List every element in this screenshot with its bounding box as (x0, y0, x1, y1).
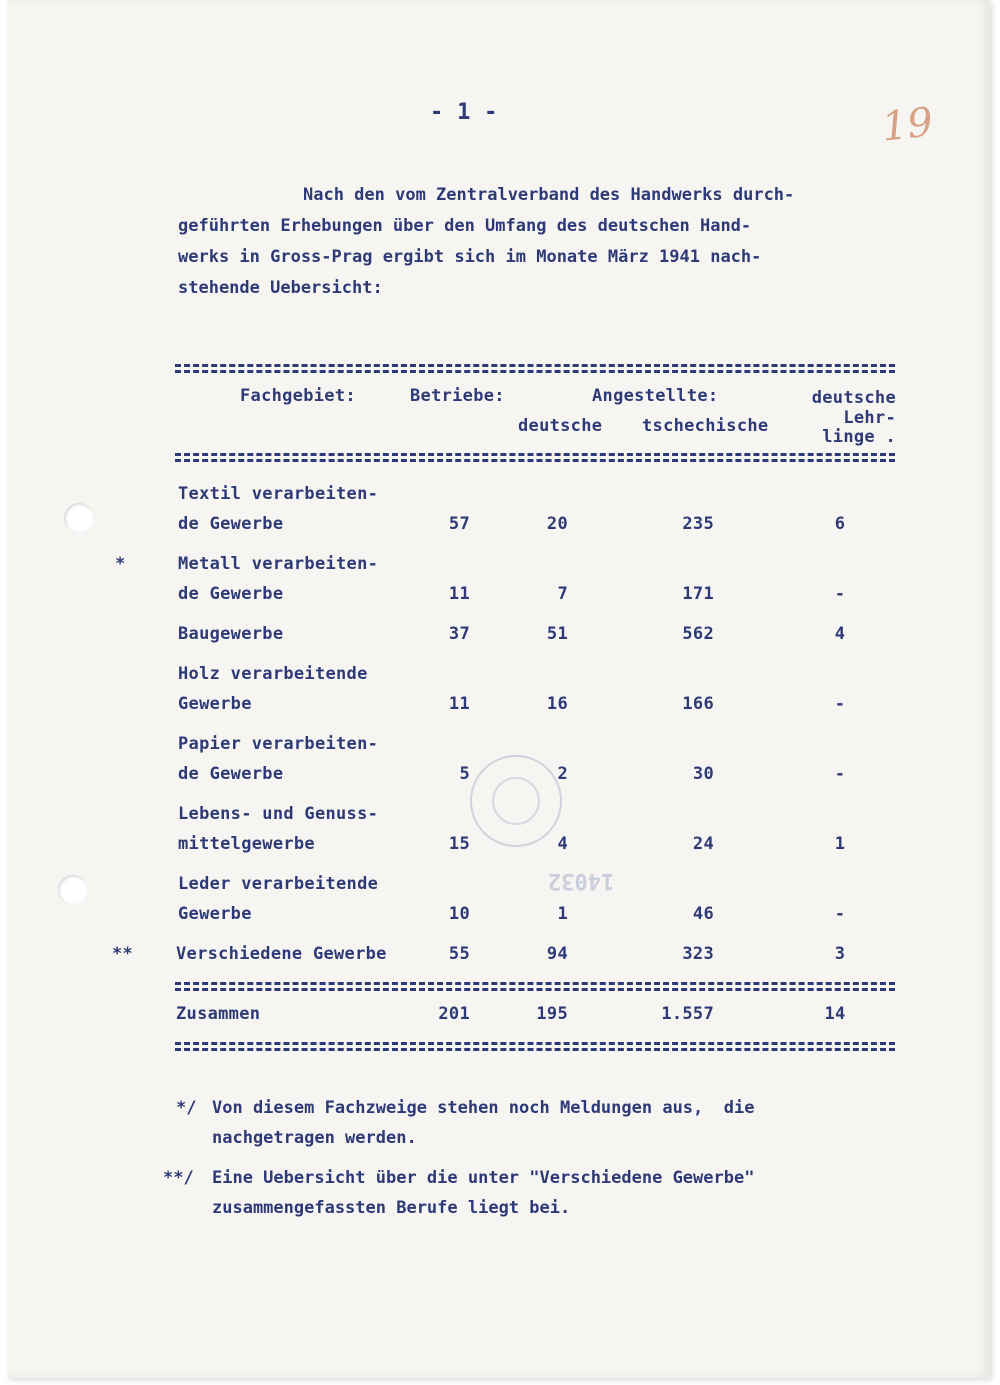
cell-lehrlinge: - (834, 584, 846, 604)
table-bottom-rule (175, 1042, 895, 1051)
cell-lehrlinge: - (834, 904, 846, 924)
cell-deutsche: 7 (557, 584, 568, 604)
footnote-mark: */ (176, 1098, 197, 1118)
intro-line: geführten Erhebungen über den Umfang des deutschen Hand- (178, 216, 752, 236)
total-top-rule (175, 982, 895, 991)
punch-hole (64, 503, 94, 533)
row-label-line2: Gewerbe (178, 904, 252, 924)
row-label-line2: de Gewerbe (178, 514, 284, 534)
header-betriebe: Betriebe: (410, 386, 505, 406)
footnote-line: nachgetragen werden. (212, 1128, 417, 1148)
intro-paragraph (178, 180, 898, 304)
folio-number: 19 (879, 99, 936, 151)
footnote-line: Eine Uebersicht über die unter "Verschiedene Gewerbe" (212, 1168, 755, 1188)
header-deutsche: deutsche (518, 416, 603, 436)
row-label-line1: Metall verarbeiten- (178, 554, 379, 574)
intro-line: stehende Uebersicht: (178, 278, 383, 298)
header-lehrlinge-1: deutsche (811, 388, 896, 408)
cell-tschechische: 323 (682, 944, 714, 964)
row-label-line2: Gewerbe (178, 694, 252, 714)
header-lehrlinge-2: Lehr- (843, 408, 896, 428)
row-label-line2: Verschiedene Gewerbe (176, 944, 387, 964)
cell-tschechische: 24 (692, 834, 714, 854)
row-label-line1: Holz verarbeitende (178, 664, 368, 684)
header-angestellte: Angestellte: (592, 386, 719, 406)
header-fachgebiet: Fachgebiet: (240, 386, 356, 406)
cell-betriebe: 37 (448, 624, 470, 644)
intro-line: werks in Gross-Prag ergibt sich im Monate März 1941 nach- (178, 247, 762, 267)
cell-tschechische: 562 (682, 624, 714, 644)
cell-betriebe: 10 (448, 904, 470, 924)
row-label-line2: Baugewerbe (178, 624, 284, 644)
cell-betriebe: 57 (448, 514, 470, 534)
header-bottom-rule (175, 453, 895, 462)
cell-lehrlinge: 4 (834, 624, 846, 644)
cell-betriebe: 15 (448, 834, 470, 854)
cell-deutsche: 51 (546, 624, 568, 644)
cell-lehrlinge: - (834, 764, 846, 784)
page-number: - 1 - (430, 100, 498, 125)
cell-betriebe: 11 (448, 584, 470, 604)
row-label-line2: mittelgewerbe (178, 834, 315, 854)
footnote-line: zusammengefassten Berufe liegt bei. (212, 1198, 571, 1218)
intro-line: Nach den vom Zentralverband des Handwerks durch- (303, 185, 795, 205)
row-label-line1: Textil verarbeiten- (178, 484, 379, 504)
cell-tschechische: 166 (682, 694, 714, 714)
row-label-line2: de Gewerbe (178, 764, 284, 784)
row-label-line1: Leder verarbeitende (178, 874, 379, 894)
footnote-line: Von diesem Fachzweige stehen noch Meldungen aus, die (212, 1098, 755, 1118)
stamp-number: 14032 (548, 868, 615, 893)
total-label: Zusammen (176, 1004, 261, 1024)
cell-lehrlinge: 3 (834, 944, 846, 964)
cell-tschechische: 46 (692, 904, 714, 924)
footnote-mark: **/ (163, 1168, 194, 1188)
header-lehrlinge-3: linge . (822, 427, 896, 447)
cell-betriebe: 55 (448, 944, 470, 964)
punch-hole (58, 875, 88, 905)
cell-deutsche: 4 (557, 834, 568, 854)
cell-tschechische: 235 (682, 514, 714, 534)
row-label-line1: Papier verarbeiten- (178, 734, 379, 754)
cell-lehrlinge: 6 (834, 514, 846, 534)
total-tschechische: 1.557 (661, 1004, 714, 1024)
header-tschechische: tschechische (642, 416, 769, 436)
row-label-line2: de Gewerbe (178, 584, 284, 604)
cell-deutsche: 16 (546, 694, 568, 714)
cell-deutsche: 2 (557, 764, 568, 784)
row-mark: * (115, 554, 126, 574)
cell-lehrlinge: 1 (834, 834, 846, 854)
row-mark: ** (112, 944, 134, 964)
cell-deutsche: 1 (557, 904, 568, 924)
cell-lehrlinge: - (834, 694, 846, 714)
cell-deutsche: 94 (546, 944, 568, 964)
cell-deutsche: 20 (546, 514, 568, 534)
cell-tschechische: 30 (692, 764, 714, 784)
cell-betriebe: 11 (448, 694, 470, 714)
total-deutsche: 195 (536, 1004, 568, 1024)
row-label-line1: Lebens- und Genuss- (178, 804, 379, 824)
cell-betriebe: 5 (459, 764, 470, 784)
total-betriebe: 201 (438, 1004, 470, 1024)
table-top-rule (175, 364, 895, 373)
cell-tschechische: 171 (682, 584, 714, 604)
total-lehrlinge: 14 (824, 1004, 846, 1024)
